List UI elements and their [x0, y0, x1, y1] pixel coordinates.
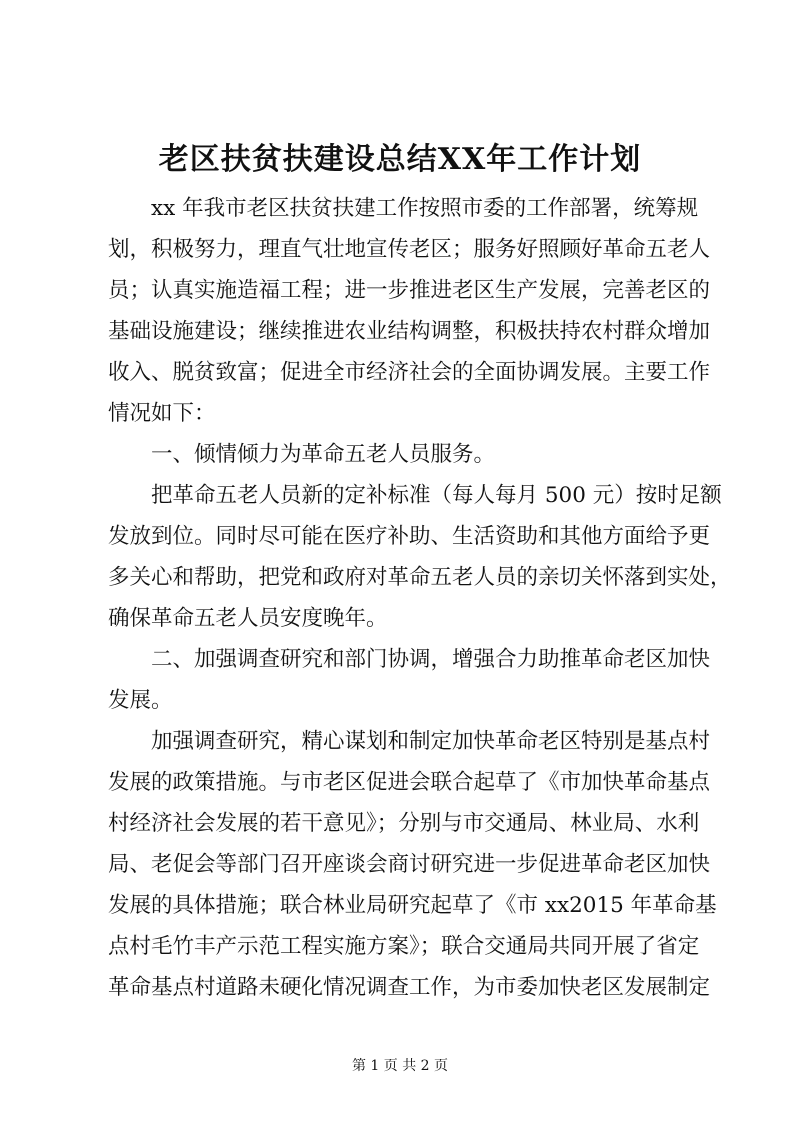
paragraph-line: 发展的政策措施。与市老区促进会联合起草了《市加快革命基点: [108, 770, 711, 795]
paragraph-line: 划，积极努力，理直气壮地宣传老区；服务好照顾好革命五老人: [108, 237, 711, 262]
paragraph-line: xx 年我市老区扶贫扶建工作按照市委的工作部署，统筹规: [151, 196, 699, 221]
paragraph-line: 点村毛竹丰产示范工程实施方案》；联合交通局共同开展了省定: [108, 934, 700, 959]
section-heading: 二、加强调查研究和部门协调，增强合力助推革命老区加快: [151, 647, 711, 672]
paragraph-line: 局、老促会等部门召开座谈会商讨研究进一步促进革命老区加快: [108, 852, 711, 877]
document-title: 老区扶贫扶建设总结XX年工作计划: [158, 142, 642, 177]
section-heading: 一、倾情倾力为革命五老人员服务。: [151, 442, 496, 467]
document-body: [108, 188, 732, 1008]
section-heading-continued: 发展。: [108, 688, 173, 713]
paragraph-line: 多关心和帮助，把党和政府对革命五老人员的亲切关怀落到实处，: [108, 565, 732, 590]
paragraph-line: 确保革命五老人员安度晚年。: [108, 606, 388, 631]
paragraph-line: 情况如下：: [108, 401, 216, 426]
paragraph-line: 基础设施建设；继续推进农业结构调整，积极扶持农村群众增加: [108, 319, 711, 344]
paragraph-line: 发展的具体措施；联合林业局研究起草了《市 xx2015 年革命基: [108, 893, 717, 918]
paragraph-line: 把革命五老人员新的定补标准（每人每月 500 元）按时足额: [151, 483, 722, 508]
paragraph-line: 加强调查研究，精心谋划和制定加快革命老区特别是基点村: [151, 729, 711, 754]
paragraph-line: 收入、脱贫致富；促进全市经济社会的全面协调发展。主要工作: [108, 360, 711, 385]
paragraph-line: 村经济社会发展的若干意见》；分别与市交通局、林业局、水利: [108, 811, 700, 836]
paragraph-line: 员；认真实施造福工程；进一步推进老区生产发展，完善老区的: [108, 278, 711, 303]
paragraph-line: 革命基点村道路未硬化情况调查工作，为市委加快老区发展制定: [108, 975, 711, 1000]
paragraph-line: 发放到位。同时尽可能在医疗补助、生活资助和其他方面给予更: [108, 524, 711, 549]
page-number-footer: 第 1 页 共 2 页: [351, 1058, 449, 1074]
